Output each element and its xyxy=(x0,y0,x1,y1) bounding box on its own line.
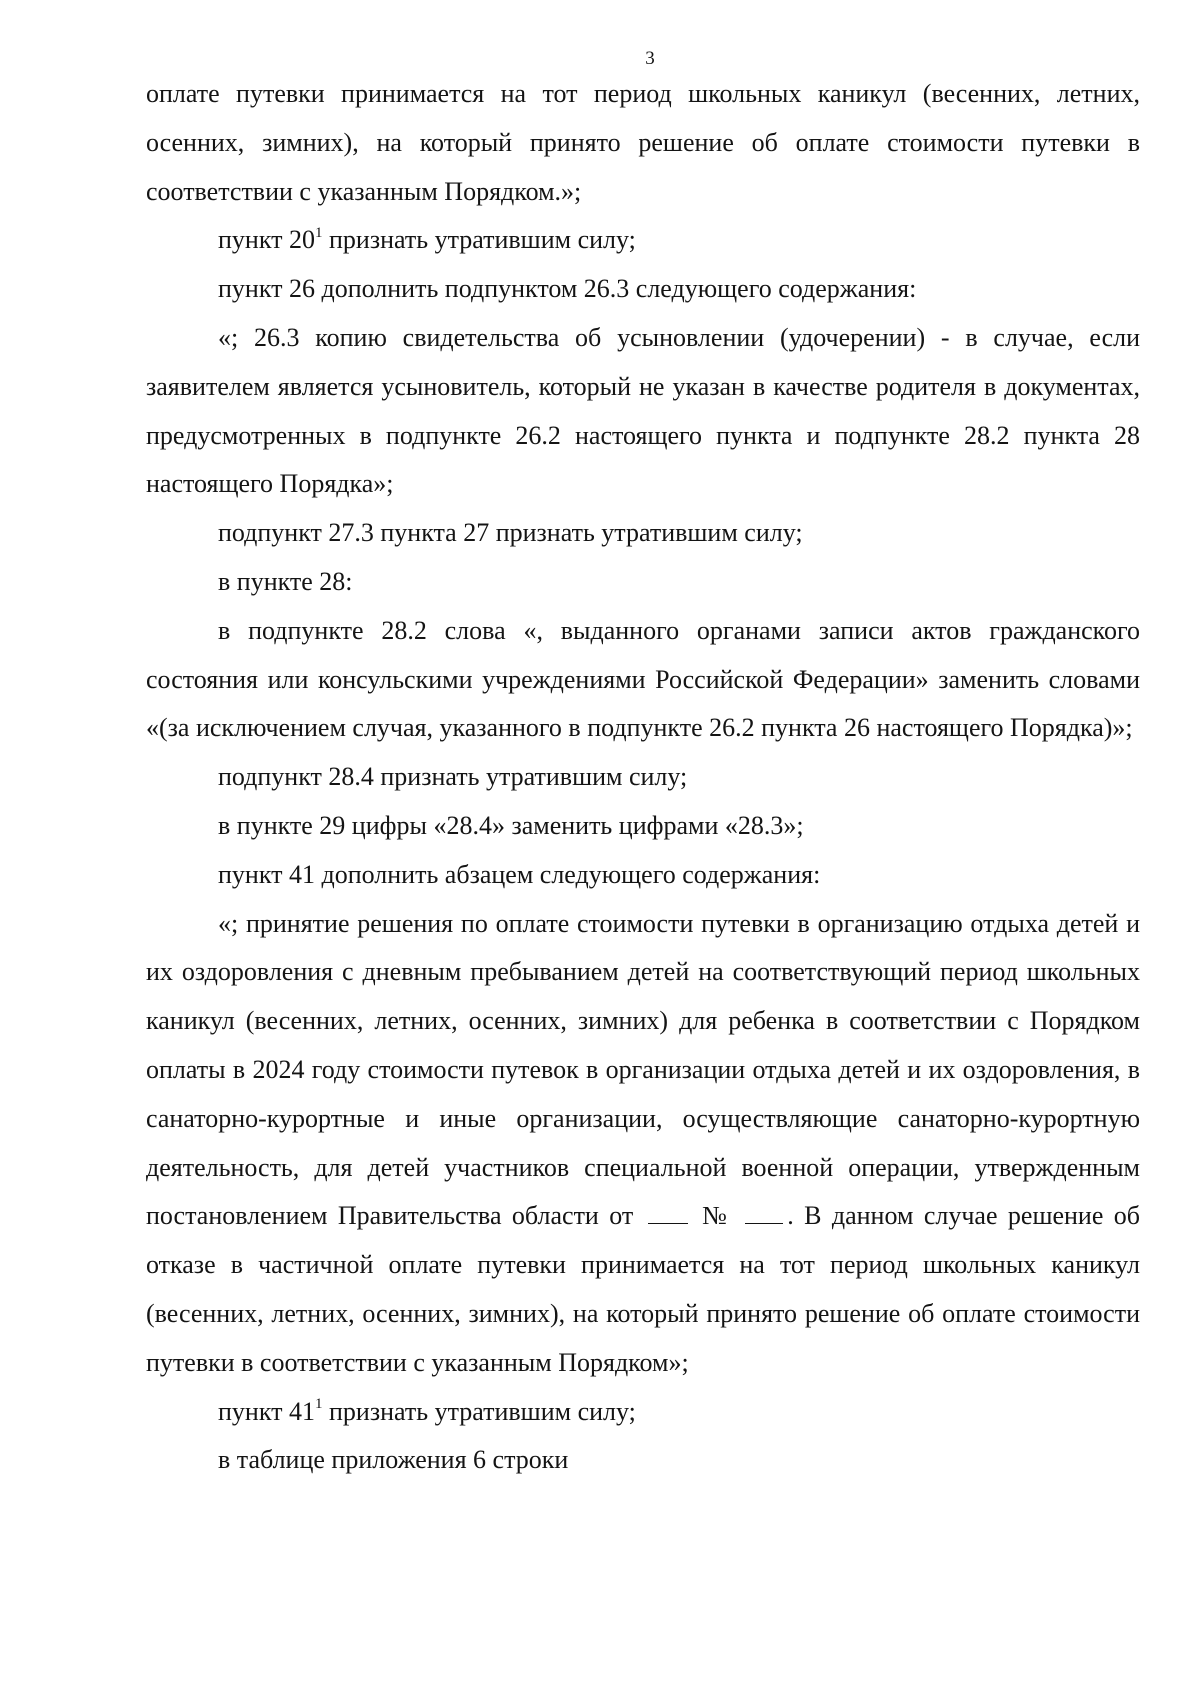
paragraph-2-text-end: признать утратившим силу; xyxy=(322,225,636,255)
paragraph-13: в таблице приложения 6 строки xyxy=(218,1445,569,1475)
paragraph-9: в пункте 29 цифры «28.4» заменить цифрами «28.3»; xyxy=(218,810,804,840)
paragraph-10: пункт 41 дополнить абзацем следующего содержания: xyxy=(218,859,821,889)
paragraph-7: в подпункте 28.2 слова «, выданного органами записи актов гражданского состояния или консульскими учреждениями Российской Федерации» заменить словами «(за исключением случая, указанного в подпункте 26.2 пункта 26 настоящего Порядка)»; xyxy=(146,615,1140,743)
number-blank xyxy=(745,1203,783,1224)
paragraph-11 xyxy=(146,900,1140,1388)
paragraph-8: подпункт 28.4 признать утратившим силу; xyxy=(218,762,688,792)
number-sign: № xyxy=(702,1201,731,1231)
paragraph-2 xyxy=(146,216,1140,265)
paragraph-1: оплате путевки принимается на тот период школьных каникул (весенних, летних, осенних, зимних), на который принято решение об оплате стоимости путевки в соответствии с указанным Порядком.»; xyxy=(146,79,1140,206)
paragraph-5: подпункт 27.3 пункта 27 признать утратившим силу; xyxy=(218,518,803,548)
paragraph-4: «; 26.3 копию свидетельства об усыновлении (удочерении) - в случае, если заявителем является усыновитель, который не указан в качестве родителя в документах, предусмотренных в подпункте 26.2 настоящего пункта и подпункте 28.2 пункта 28 настоящего Порядка»; xyxy=(146,322,1140,499)
page-number: 3 xyxy=(645,48,655,69)
paragraph-12-text-end: признать утратившим силу; xyxy=(322,1396,636,1426)
paragraph-12 xyxy=(146,1388,1140,1437)
superscript: 1 xyxy=(314,1395,323,1412)
paragraph-6: в пункте 28: xyxy=(218,566,353,596)
superscript: 1 xyxy=(314,224,323,241)
paragraph-3: пункт 26 дополнить подпунктом 26.3 следующего содержания: xyxy=(218,274,917,304)
date-blank xyxy=(648,1203,688,1224)
paragraph-11-text-end: . В данном случае решение об отказе в частичной оплате путевки принимается на тот период школьных каникул (весенних, летних, осенних, зимних), на который принято решение об оплате стоимости путевки в соответствии с указанным Порядком»; xyxy=(146,1201,1141,1377)
document-body xyxy=(146,70,1140,1485)
paragraph-11-text: «; принятие решения по оплате стоимости путевки в организацию отдыха детей и их оздоровления с дневным пребыванием детей на соответствующий период школьных каникул (весенних, летних, осенних, зимних) для ребенка в соответствии с Порядком оплаты в 2024 году стоимости путевок в организации отдыха детей и их оздоровления, в санаторно-курортные и иные организации, осуществляющие санаторно-курортную деятельность, для детей участников специальной военной операции, утвержденным постановлением Правительства области от xyxy=(146,908,1140,1231)
paragraph-2-text: пункт 20 xyxy=(218,225,315,255)
paragraph-12-text: пункт 41 xyxy=(218,1396,315,1426)
